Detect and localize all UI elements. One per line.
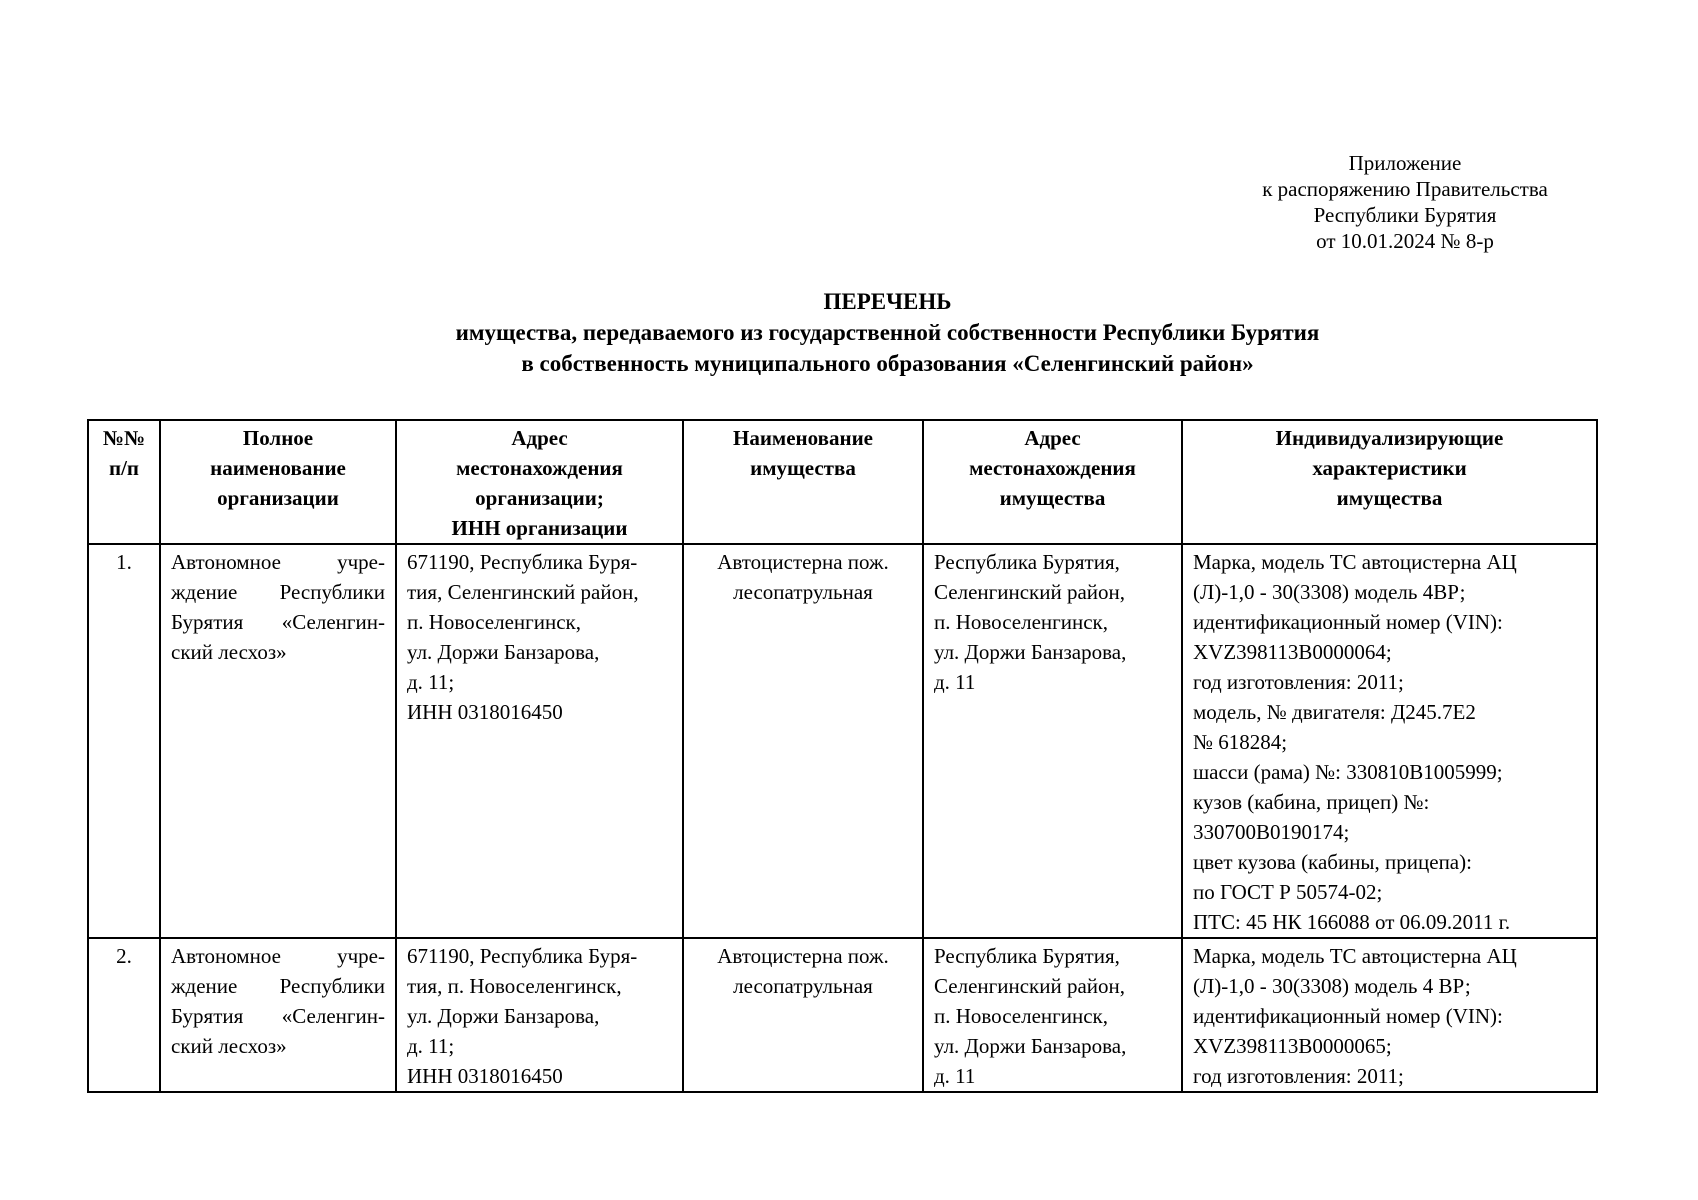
title-heading: ПЕРЕЧЕНЬ: [823, 289, 952, 314]
header-property-name: Наименование имущества: [683, 420, 923, 544]
property-address-cell: Республика Бурятия, Селенгинский район, п. Новоселенгинск, ул. Доржи Банзарова, д. 11: [923, 938, 1182, 1092]
characteristics-cell: Марка, модель ТС автоцистерна АЦ (Л)-1,0 - 30(3308) модель 4 ВР; идентификационный номер (VIN): XVZ398113B0000065; год изготовления: 2011;: [1182, 938, 1597, 1092]
appendix-block: [1180, 150, 1630, 254]
header-characteristics: Индивидуализирующие характеристики имущества: [1182, 420, 1597, 544]
appendix-line: Приложение: [1348, 151, 1462, 175]
row-number: 1.: [88, 544, 160, 938]
header-org-name: Полное наименование организации: [160, 420, 396, 544]
document-title: [0, 286, 1698, 379]
org-name-cell: Автономное учре- ждение Республики Бурятия «Селенгин- ский лесхоз»: [160, 544, 396, 938]
org-address-cell: 671190, Республика Буря- тия, Селенгинский район, п. Новоселенгинск, ул. Доржи Банзарова, д. 11; ИНН 0318016450: [396, 544, 683, 938]
row-number: 2.: [88, 938, 160, 1092]
header-org-address: Адрес местонахождения организации; ИНН организации: [396, 420, 683, 544]
header-number: №№ п/п: [88, 420, 160, 544]
property-table: [87, 419, 1598, 1093]
table-header-row: [88, 420, 1597, 544]
table-row: [88, 544, 1597, 938]
appendix-line: от 10.01.2024 № 8-р: [1316, 229, 1494, 253]
header-property-address: Адрес местонахождения имущества: [923, 420, 1182, 544]
title-subheading: имущества, передаваемого из государственной собственности Республики Бурятия: [455, 320, 1320, 345]
property-address-cell: Республика Бурятия, Селенгинский район, п. Новоселенгинск, ул. Доржи Банзарова, д. 11: [923, 544, 1182, 938]
org-name-cell: Автономное учре- ждение Республики Бурятия «Селенгин- ский лесхоз»: [160, 938, 396, 1092]
characteristics-cell: Марка, модель ТС автоцистерна АЦ (Л)-1,0 - 30(3308) модель 4ВР; идентификационный номер (VIN): XVZ398113B0000064; год изготовления: 2011; модель, № двигателя: Д245.7Е2 № 618284; шасси (рама) №: 330810В1005999; кузов (кабина, прицеп) №: 330700В0190174; цвет кузова (кабины, прицепа): по ГОСТ Р 50574-02; ПТС: 45 НК 166088 от 06.09.2011 г.: [1182, 544, 1597, 938]
title-subheading: в собственность муниципального образования «Селенгинский район»: [521, 351, 1254, 376]
table-row: [88, 938, 1597, 1092]
property-name-cell: Автоцистерна пож. лесопатрульная: [683, 938, 923, 1092]
org-address-cell: 671190, Республика Буря- тия, п. Новоселенгинск, ул. Доржи Банзарова, д. 11; ИНН 0318016450: [396, 938, 683, 1092]
appendix-line: к распоряжению Правительства: [1262, 177, 1548, 201]
appendix-line: Республики Бурятия: [1313, 203, 1497, 227]
property-name-cell: Автоцистерна пож. лесопатрульная: [683, 544, 923, 938]
